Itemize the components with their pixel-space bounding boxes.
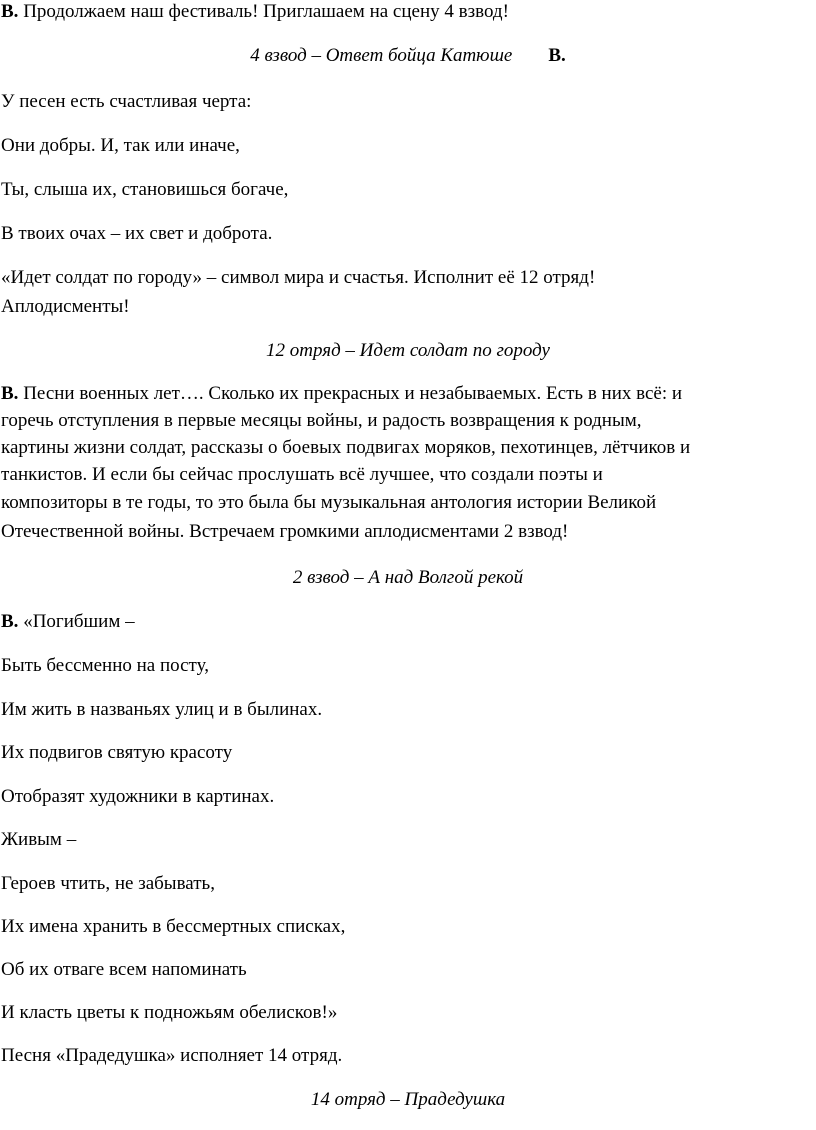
paragraph-line: горечь отступления в первые месяцы войны, и радость возвращения к родным, [1,410,642,431]
poem-line: В твоих очах – их свет и доброта. [1,223,273,244]
poem-line: И класть цветы к подножьям обелисков!» [1,1002,338,1023]
paragraph-line: картины жизни солдат, рассказы о боевых подвигах моряков, пехотинцев, лётчиков и [1,437,691,458]
poem-line: Отобразят художники в картинах. [1,786,275,807]
poem-line: У песен есть счастливая черта: [1,91,252,112]
intro-text: Продолжаем наш фестиваль! Приглашаем на сцену 4 взвод! [23,1,509,22]
song-title-1-row [0,44,816,68]
song-title-1: 4 взвод – Ответ бойца Катюше [250,45,513,66]
announcement-line: Песня «Прадедушка» исполняет 14 отряд. [1,1045,343,1066]
paragraph-line: В. Песни военных лет…. Сколько их прекрасных и незабываемых. Есть в них всё: и [1,383,683,404]
intro-paragraph [1,0,509,24]
paragraph-line: композиторы в те годы, то это была бы музыкальная антология истории Великой [1,492,657,513]
poem-line: Они добры. И, так или иначе, [1,135,240,156]
poem-line: Им жить в названьях улиц и в былинах. [1,699,323,720]
paragraph-line: танкистов. И если бы сейчас прослушать всё лучшее, что создали поэты и [1,464,603,485]
poem-line: Их подвигов святую красоту [1,742,233,763]
speaker-label: В. [548,45,566,66]
poem-line: Их имена хранить в бессмертных списках, [1,916,346,937]
poem-line: Быть бессменно на посту, [1,655,209,676]
speaker-label: В. [1,1,19,22]
poem-line: Героев чтить, не забывать, [1,873,215,894]
poem-line: Об их отваге всем напоминать [1,959,247,980]
poem-line: В. «Погибшим – [1,611,135,632]
poem-line: Живым – [1,829,77,850]
speaker-label: В. [1,383,19,404]
song-title-3: 2 взвод – А над Волгой рекой [292,567,524,588]
announcement-line: Аплодисменты! [1,296,130,317]
song-title-2: 12 отряд – Идет солдат по городу [266,340,550,361]
song-title-4: 14 отряд – Прадедушка [310,1089,506,1110]
announcement-line: «Идет солдат по городу» – символ мира и счастья. Исполнит её 12 отряд! [1,267,596,288]
speaker-label: В. [1,611,19,632]
paragraph-line: Отечественной войны. Встречаем громкими аплодисментами 2 взвод! [1,521,569,542]
poem-line: Ты, слыша их, становишься богаче, [1,179,289,200]
